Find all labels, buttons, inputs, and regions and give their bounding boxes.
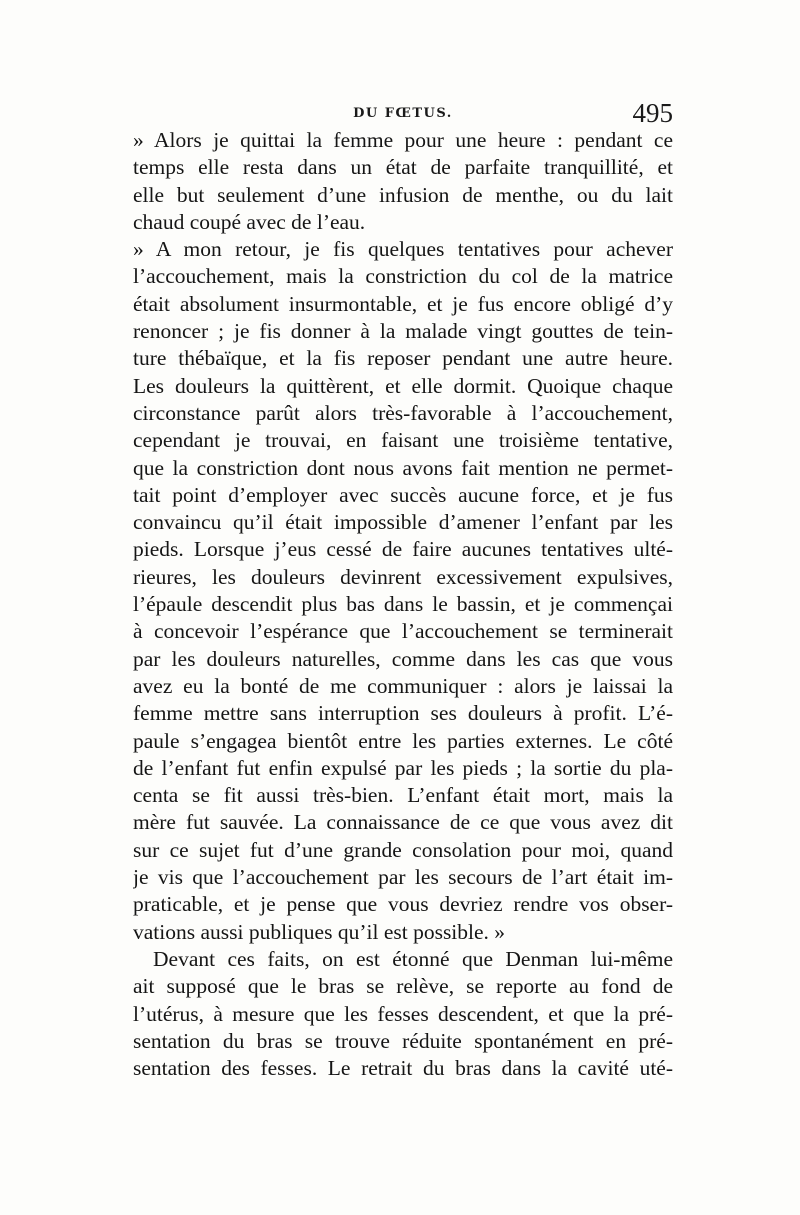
text-line: vations aussi publiques qu’il est possible. » bbox=[133, 919, 506, 944]
text-line: paule s’engagea bientôt entre les parties externes. Le côté bbox=[133, 728, 673, 753]
text-line: praticable, et je pense que vous devriez rendre vos obser- bbox=[133, 892, 673, 917]
text-line: l’épaule descendit plus bas dans le bassin, et je commençai bbox=[133, 592, 673, 617]
text-line: rieures, les douleurs devinrent excessivement expulsives, bbox=[133, 564, 673, 589]
text-line: chaud coupé avec de l’eau. bbox=[133, 209, 366, 234]
text-line: tait point d’employer avec succès aucune force, et je fus bbox=[133, 482, 673, 507]
body-text bbox=[133, 127, 673, 1082]
text-line: Les douleurs la quittèrent, et elle dormit. Quoique chaque bbox=[133, 373, 673, 398]
text-line: de l’enfant fut enfin expulsé par les pieds ; la sortie du pla- bbox=[133, 755, 673, 780]
text-line: que la constriction dont nous avons fait mention ne permet- bbox=[133, 455, 673, 480]
text-line: ture thébaïque, et la fis reposer pendant une autre heure. bbox=[133, 346, 673, 371]
text-line: à concevoir l’espérance que l’accouchement se terminerait bbox=[133, 619, 673, 644]
text-line: elle but seulement d’une infusion de menthe, ou du lait bbox=[133, 182, 673, 207]
text-line: pieds. Lorsque j’eus cessé de faire aucunes tentatives ulté- bbox=[133, 537, 673, 562]
text-line: temps elle resta dans un état de parfaite tranquillité, et bbox=[133, 155, 673, 180]
text-line: renoncer ; je fis donner à la malade vingt gouttes de tein- bbox=[133, 319, 673, 344]
text-line: » A mon retour, je fis quelques tentatives pour achever bbox=[133, 237, 673, 262]
text-line: femme mettre sans interruption ses douleurs à profit. L’é- bbox=[133, 701, 673, 726]
text-line: » Alors je quittai la femme pour une heure : pendant ce bbox=[133, 128, 673, 152]
text-line: sentation du bras se trouve réduite spontanément en pré- bbox=[133, 1028, 673, 1053]
text-line: par les douleurs naturelles, comme dans les cas que vous bbox=[133, 646, 673, 671]
running-head bbox=[133, 98, 673, 128]
text-line: l’accouchement, mais la constriction du col de la matrice bbox=[133, 264, 673, 289]
text-line: centa se fit aussi très-bien. L’enfant était mort, mais la bbox=[133, 783, 673, 808]
text-line: l’utérus, à mesure que les fesses descendent, et que la pré- bbox=[133, 1001, 673, 1026]
text-line: je vis que l’accouchement par les secours de l’art était im- bbox=[133, 865, 673, 890]
text-line: ait supposé que le bras se relève, se reporte au fond de bbox=[133, 974, 673, 999]
text-line: avez eu la bonté de me communiquer : alors je laissai la bbox=[133, 673, 673, 698]
text-line: mère fut sauvée. La connaissance de ce que vous avez dit bbox=[133, 810, 673, 835]
text-line: était absolument insurmontable, et je fus encore obligé d’y bbox=[133, 291, 673, 316]
text-line: cependant je trouvai, en faisant une troisième tentative, bbox=[133, 428, 673, 453]
running-title: DU FŒTUS. bbox=[353, 106, 453, 121]
text-line: convaincu qu’il était impossible d’amener l’enfant par les bbox=[133, 510, 673, 535]
text-line: sentation des fesses. Le retrait du bras dans la cavité uté- bbox=[133, 1056, 673, 1081]
page-number: 495 bbox=[632, 98, 673, 128]
text-line: circonstance parût alors très-favorable à l’accouchement, bbox=[133, 400, 673, 425]
text-line: sur ce sujet fut d’une grande consolation pour moi, quand bbox=[133, 837, 673, 862]
text-line: Devant ces faits, on est étonné que Denman lui-même bbox=[153, 946, 673, 971]
